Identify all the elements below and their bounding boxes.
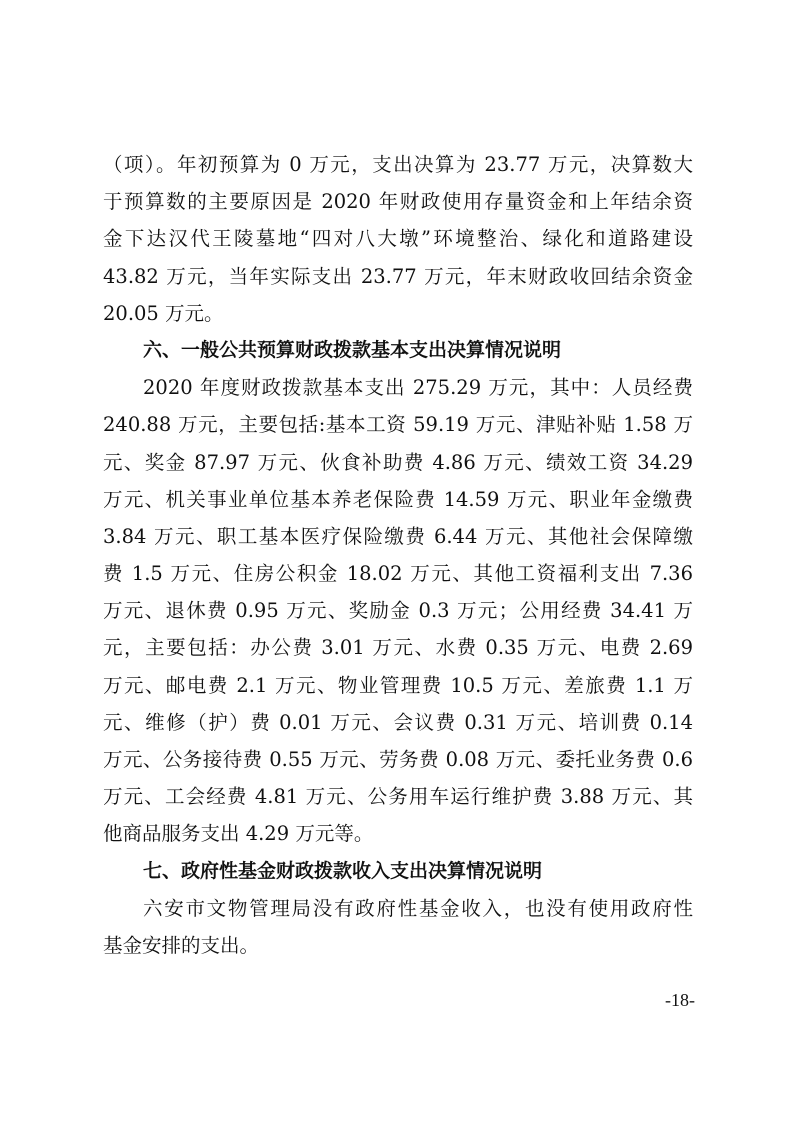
- paragraph-line: （项）。年初预算为 0 万元，支出决算为 23.77 万元，决算数大: [103, 153, 693, 176]
- section-7-paragraph: [103, 890, 693, 964]
- paragraph-line: 金下达汉代王陵墓地“四对八大墩”环境整治、绿化和道路建设: [103, 227, 693, 251]
- paragraph-line: 万元、邮电费 2.1 万元、物业管理费 10.5 万元、差旅费 1.1 万: [103, 673, 693, 697]
- paragraph-line: 43.82 万元，当年实际支出 23.77 万元，年末财政收回结余资金: [103, 264, 693, 288]
- paragraph-line: 20.05 万元。: [103, 301, 224, 325]
- paragraph-line: 3.84 万元、职工基本医疗保险缴费 6.44 万元、其他社会保障缴: [103, 524, 693, 548]
- paragraph-line: 元、维修（护）费 0.01 万元、会议费 0.31 万元、培训费 0.14: [103, 710, 693, 734]
- document-body: [103, 146, 693, 964]
- paragraph-line: 万元、机关事业单位基本养老保险费 14.59 万元、职业年金缴费: [103, 487, 693, 511]
- paragraph-line: 于预算数的主要原因是 2020 年财政使用存量资金和上年结余资: [103, 190, 693, 214]
- paragraph-line: 万元、公务接待费 0.55 万元、劳务费 0.08 万元、委托业务费 0.6: [103, 748, 693, 771]
- section-6-paragraph: [103, 369, 693, 852]
- intro-paragraph: [103, 146, 693, 332]
- page-number: -18-: [665, 990, 695, 1010]
- paragraph-line: 他商品服务支出 4.29 万元等。: [103, 822, 374, 846]
- paragraph-line: 元，主要包括：办公费 3.01 万元、水费 0.35 万元、电费 2.69: [103, 636, 693, 660]
- paragraph-line: 费 1.5 万元、住房公积金 18.02 万元、其他工资福利支出 7.36: [103, 562, 693, 586]
- paragraph-line: 万元、工会经费 4.81 万元、公务用车运行维护费 3.88 万元、其: [103, 785, 693, 809]
- section-heading-7: 七、政府性基金财政拨款收入支出决算情况说明: [143, 859, 543, 882]
- paragraph-line: 240.88 万元，主要包括:基本工资 59.19 万元、津贴补贴 1.58 万: [103, 413, 693, 437]
- paragraph-line: 万元、退休费 0.95 万元、奖励金 0.3 万元；公用经费 34.41 万: [103, 599, 693, 623]
- section-heading-6: 六、一般公共预算财政拨款基本支出决算情况说明: [143, 338, 562, 361]
- paragraph-line: 六安市文物管理局没有政府性基金收入，也没有使用政府性: [143, 896, 693, 920]
- paragraph-line: 2020 年度财政拨款基本支出 275.29 万元，其中：人员经费: [143, 376, 693, 400]
- paragraph-line: 基金安排的支出。: [103, 933, 260, 957]
- paragraph-line: 元、奖金 87.97 万元、伙食补助费 4.86 万元、绩效工资 34.29: [103, 450, 693, 474]
